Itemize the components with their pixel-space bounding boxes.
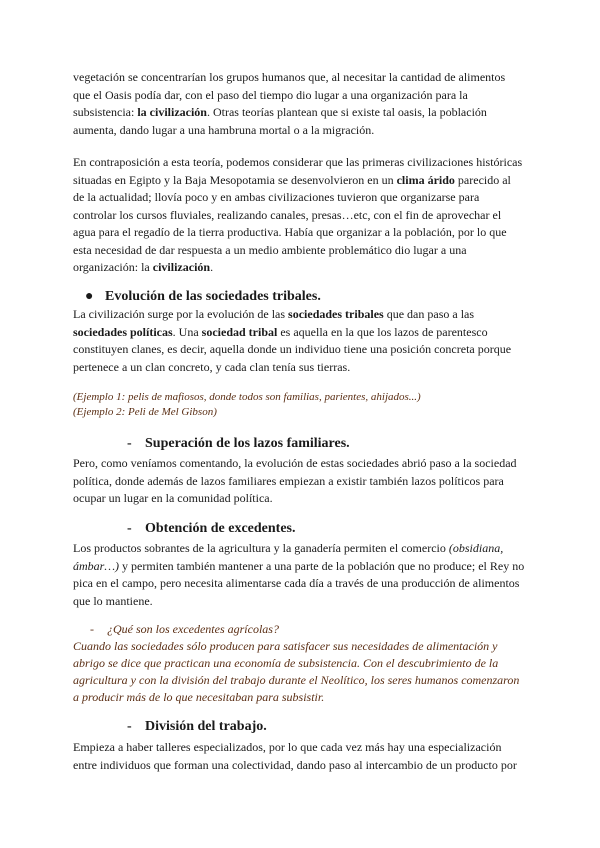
example-line: (Ejemplo 2: Peli de Mel Gibson) [73,406,217,418]
text-line: Pero, como veníamos comentando, la evolución de estas sociedades abrió paso a la sociedad [73,456,517,470]
italic-text: (obsidiana, [448,541,504,555]
paragraph-division-of-labor [73,739,533,774]
text-line: pertenece a un clan concreto, y cada clan tenía sus tierras. [73,359,351,374]
text-line: agua para el regadío de la tierra productiva. Había que organizar a la población, por lo que [73,225,507,239]
section-heading-superacion [127,434,350,454]
text-line: Cuando las sociedades sólo producen para satisfacer sus necesidades de alimentación y [73,639,498,653]
bold-term: sociedades tribales [288,307,384,321]
section-heading-evolucion [85,287,321,307]
dash-marker: - [90,622,94,636]
question-title: ¿Qué son los excedentes agrícolas? [107,622,279,636]
heading-text: Obtención de excedentes. [145,521,296,536]
bold-term: sociedad tribal [201,324,278,339]
paragraph-surplus [73,540,533,610]
text-line: abrigo se dice que practican una economía de subsistencia. Con el descubrimiento de la [73,656,499,670]
heading-text: División del trabajo. [145,719,267,734]
text-line: que lo mantiene. [73,593,153,608]
bold-term: civilización [152,260,211,274]
italic-text: ámbar…) [73,558,120,573]
text-line: entre individuos que forman una colectividad, dando paso al intercambio de un producto por [73,757,517,772]
text-line: Empieza a haber talleres especializados, por lo que cada vez más hay una especialización [73,740,502,754]
paragraph-tribal-societies [73,306,533,376]
text-line: de la actualidad; llovía poco y en ambas civilizaciones tuvieron que organizarse para [73,190,480,204]
bold-term: clima árido [396,172,455,187]
text-line: subsistencia: la civilización. Otras teorías plantean que si existe tal oasis, la población [73,105,487,119]
text-line: aumenta, dando lugar a una hambruna mortal o a la migración. [73,122,375,137]
dash-marker: - [127,436,132,451]
example-line: (Ejemplo 1: pelis de mafiosos, donde todos son familias, parientes, ahijados...) [73,391,421,403]
text-line: sociedades políticas. Una sociedad tribal es aquella en la que los lazos de parentesco [73,324,488,339]
question-heading [90,621,279,638]
examples-note [73,390,533,420]
paragraph-political-society [73,455,533,508]
text-line: ocupar un lugar en la comunidad política. [73,491,273,505]
paragraph-oasis [73,69,533,139]
section-heading-excedentes [127,519,295,539]
text-line: política, donde además de lazos familiares empiezan a existir también lazos políticos para [73,473,504,488]
text-line: controlar los cursos fluviales, realizando canales, presas…etc, con el fin de aprovechar el [73,207,502,222]
text-line: pica en el campo, pero necesita alimentarse cada día a través de una producción de alimentos [73,576,520,590]
text-line: constituyen clanes, es decir, aquella donde un individuo tiene una posición concreta porque [73,342,512,356]
text-line: que el Oasis podía dar, con el paso del tiempo dio lugar a una organización para la [73,87,468,102]
text-line: a producir más de lo que necesitaban para subsistir. [73,690,325,704]
text-line: Los productos sobrantes de la agricultura y la ganadería permiten el comercio (obsidiana, [73,541,504,555]
dash-marker: - [127,521,132,536]
bullet-icon: ● [85,289,94,304]
dash-marker: - [127,719,132,734]
question-answer [73,638,533,706]
bold-term: sociedades políticas [73,324,173,339]
paragraph-counter-theory [73,154,533,277]
text-line: La civilización surge por la evolución de las sociedades tribales que dan paso a las [73,307,475,321]
text-line: organización: la civilización. [73,260,214,274]
text-line: ámbar…) y permiten también mantener a una parte de la población que no produce; el Rey no [73,558,525,573]
heading-text: Evolución de las sociedades tribales. [105,289,321,304]
text-line: situadas en Egipto y la Baja Mesopotamia se desenvolvieron en un clima árido parecido al [73,172,511,187]
text-line: agricultura y con la división del trabajo durante el Neolítico, los seres humanos comenzaron [73,673,520,687]
bold-term: la civilización [137,105,207,119]
section-heading-division [127,717,267,737]
text-line: esta necesidad de dar respuesta a un medio ambiente problemático dio lugar a una [73,242,467,257]
heading-text: Superación de los lazos familiares. [145,436,350,451]
text-line: vegetación se concentrarían los grupos humanos que, al necesitar la cantidad de alimentos [73,70,506,84]
text-line: En contraposición a esta teoría, podemos considerar que las primeras civilizaciones históricas [73,155,523,169]
